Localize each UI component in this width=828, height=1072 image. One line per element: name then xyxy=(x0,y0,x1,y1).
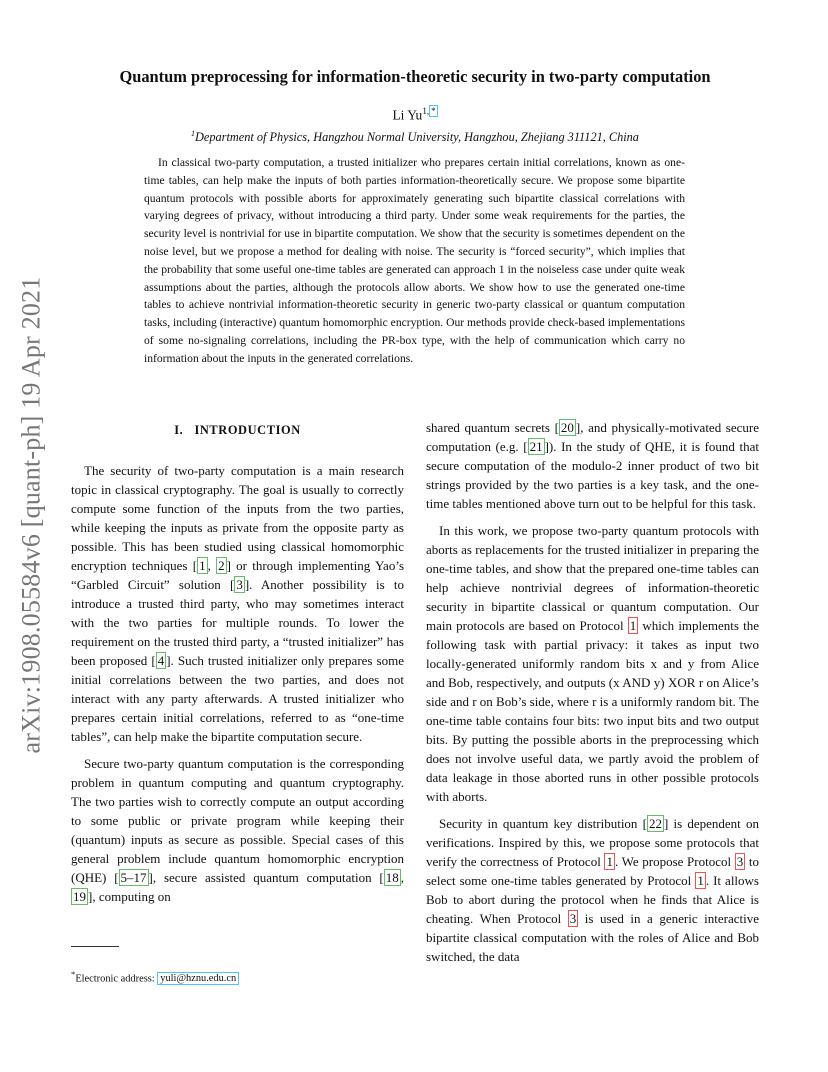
text-run: or through implementing Yao’s “Garbled Circuit” solution xyxy=(71,558,405,592)
text-run: to select some one-time tables generated by Protocol xyxy=(426,854,759,888)
paper-title: Quantum preprocessing for information-theoretic security in two-party computation xyxy=(119,67,711,86)
footnote xyxy=(71,969,404,984)
paragraph: The security of two-party computation is a main research topic in classical cryptography. The goal is usually to correctly compute some function of the inputs from the two parties, while keeping the inputs as private from the opposite party as possible. This has been studied using classical homomorphic encryption techniques [ 1 , 2 ] or through implementing Yao’s “Garbled Circuit” solution [ 3 ]. Another possibility is to introduce a trusted third party, who may sometimes interact with the two parties for multiple rounds. To lower the requirement on the trusted third party, a “trusted initializer” has been proposed [ 4 ]. Such trusted initializer only prepares some initial correlations between the two parties, and does not interact with any party afterwards. A trusted initializer who prepares certain initial correlations, referred to as “one-time tables”, can help make the bipartite computation secure. xyxy=(71,463,405,744)
affiliation-mark: 1 xyxy=(191,129,196,138)
citation-link[interactable]: 19 xyxy=(73,889,86,904)
protocol-link[interactable]: 1 xyxy=(629,618,637,633)
citation-link[interactable]: 2 xyxy=(218,558,225,573)
text-run: Security in quantum key distribution xyxy=(439,816,643,831)
affiliation-text: Department of Physics, Hangzhou Normal University, Hangzhou, Zhejiang 311121, China xyxy=(195,130,639,145)
paragraph: Secure two-party quantum computation is the corresponding problem in quantum computing and quantum cryptography. The two parties wish to correctly compute an output according to some public or private program while keeping their (quantum) inputs as secure as possible. Special cases of this general problem include quantum homomorphic encryption (QHE) [ 5–17 ], secure assisted quantum computation [ 18 , 19 ], computing on xyxy=(71,756,404,904)
text-run: , computing on xyxy=(92,889,171,904)
protocol-link[interactable]: 3 xyxy=(569,911,577,926)
author-affil-mark: 1, xyxy=(422,106,430,116)
section-heading xyxy=(71,418,404,440)
paragraph: shared quantum secrets [ 20 ], and physically-motivated secure computation (e.g. [ 21 ]). In the study of QHE, it is found that secure computation of the modulo-2 inner product of two bit strings provided by the two parties is a key task, and the one-time tables mentioned above turn out to be helpful for this task. xyxy=(426,420,759,511)
text-run: In this work, we propose two-party quantum protocols with aborts as replacements for the trusted initializer in preparing the one-time tables, and show that the prepared one-time tables can help achieve nontrivial degrees of information-theoretic security in bipartite classical or quantum computation. Our main protocols are based on Protocol xyxy=(426,523,759,633)
section-number: I. xyxy=(174,423,184,437)
arxiv-identifier: arXiv:1908.05584v6 [quant-ph] 19 Apr 2021 xyxy=(16,276,45,754)
citation-link[interactable]: 5–17 xyxy=(120,870,147,885)
citation-link[interactable]: 20 xyxy=(560,420,574,435)
text-run: . It allows Bob to abort during the protocol when he finds that Alice is cheating. When Protocol xyxy=(426,873,759,926)
footnote-divider xyxy=(71,946,119,947)
email-link[interactable]: yuli@hznu.edu.cn xyxy=(157,972,239,985)
citation-link[interactable]: 21 xyxy=(529,439,543,454)
protocol-link[interactable]: 3 xyxy=(736,854,744,869)
corresponding-author-link[interactable]: * xyxy=(431,106,436,116)
paragraph xyxy=(426,521,759,806)
left-column xyxy=(71,418,404,914)
protocol-link[interactable]: 1 xyxy=(606,854,613,869)
author-line xyxy=(70,106,760,124)
citation-link[interactable]: 22 xyxy=(648,816,662,831)
citation-link[interactable]: 4 xyxy=(157,653,165,668)
paragraph: Security in quantum key distribution [ 22 ] is dependent on verifications. Inspired by this, we propose some protocols that verify the correctness of Protocol 1 . We propose Protocol 3 to select some one-time tables generated by Protocol 1 . It allows Bob to abort during the protocol when he finds that Alice is cheating. When Protocol 3 is used in a generic interactive bipartite classical computation with the roles of Alice and Bob switched, the data xyxy=(426,816,759,964)
text-run: Secure two-party quantum computation is the corresponding problem in quantum computing and quantum cryptography. The two parties wish to correctly compute an output according to some public or private program while keeping their (quantum) inputs as secure as possible. Special cases of this general problem include quantum homomorphic encryption (QHE) xyxy=(71,756,404,885)
author-name: Li Yu xyxy=(392,107,423,123)
arxiv-stamp xyxy=(14,276,48,754)
text-run: The security of two-party computation is a main research topic in classical cryptography. The goal is usually to correctly compute some function of the inputs from the two parties, while keeping the inputs as private from the opposite party as possible. This has been studied using classical homomorphic encryption techniques xyxy=(71,463,404,573)
text-run: is dependent on verifications. Inspired by this, we propose some protocols that verify the correctness of Protocol xyxy=(426,816,759,869)
text-run: ). In the study of QHE, it is found that secure computation of the modulo-2 inner product of two bit strings provided by the two parties is a key task, and the one-time tables mentioned above turn out to be helpful for this task. xyxy=(426,439,759,511)
citation-link[interactable]: 3 xyxy=(236,577,243,592)
footnote-mark: * xyxy=(71,969,76,979)
abstract: In classical two-party computation, a trusted initializer who prepares certain initial correlations, known as one-time tables, can help make the inputs of both parties information-theoretically secure. We propose some bipartite quantum protocols with possible aborts for approximately generating such bipartite classical correlations with varying degrees of privacy, without introducing a third party. Under some weak requirements for the parties, the security level is nontrivial for use in bipartite computation. We show that the security is sometimes dependent on the noise level, but we propose a method for dealing with noise. The security is “forced security”, which implies that the probability that some useful one-time tables are generated can approach 1 in the noiseless case under quite weak assumptions about the parties, although the protocols allow aborts. We show how to use the generated one-time tables to achieve nontrivial information-theoretic security in generic two-party classical or quantum computation tasks, including (interactive) quantum homomorphic encryption. Our methods provide check-based implementations of some no-signaling correlations, including the PR-box type, with the help of communication which carry no information about the inputs in the generated correlations. xyxy=(144,156,685,365)
citation-link[interactable]: 1 xyxy=(199,558,206,573)
text-run: . Another possibility is to introduce a trusted third party, who may sometimes interact with the two parties for multiple rounds. To lower the requirement on the trusted third party, a “trusted initializer” has been proposed xyxy=(71,577,404,668)
text-run: is used in a generic interactive bipartite classical computation with the roles of Alice and Bob switched, the data xyxy=(426,911,759,964)
right-column xyxy=(426,418,759,974)
text-run: , secure assisted quantum computation xyxy=(152,870,380,885)
text-run: which implements the following task with partial privacy: it takes as input two locally-generated uniformly random bits x and y from Alice and Bob, respectively, and outputs (x AND y) XOR r on Alice’s side and r on Bob’s side, where r is a uniformly random bit. The one-time table contains four bits: two input bits and two output bits. By putting the possible aborts in the preprocessing which does not involve useful data, we partly avoid the problem of data leakage in those aborted runs in other possible protocols with aborts. xyxy=(426,618,760,804)
text-run: , and physically-motivated secure computation (e.g. xyxy=(426,420,759,454)
citation-link[interactable]: 18 xyxy=(385,870,399,885)
affiliation xyxy=(70,129,760,145)
protocol-link[interactable]: 1 xyxy=(697,873,704,888)
text-run: shared quantum secrets xyxy=(426,420,555,435)
section-title: INTRODUCTION xyxy=(194,423,301,437)
footnote-label: Electronic address: xyxy=(75,973,158,985)
text-run: . Such trusted initializer only prepares some initial correlations between the two parties, and does not interact with any party afterwards. A trusted initializer who prepares certain initial correlations, referred to as “one-time tables”, can help make the bipartite computation secure. xyxy=(71,653,404,744)
text-run: . We propose Protocol xyxy=(614,854,735,869)
